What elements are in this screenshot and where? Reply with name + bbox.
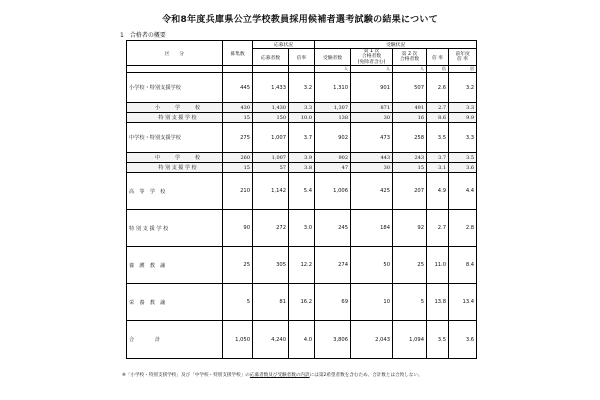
cell-first: 425 <box>351 173 393 210</box>
cell-quota: 25 <box>223 247 253 284</box>
cell-applicants: 1,433 <box>253 73 289 103</box>
header-exam-group: 受験状況 <box>315 41 477 49</box>
cell-prev: 9.9 <box>449 113 477 123</box>
table-row <box>127 73 477 103</box>
cell-first: 871 <box>351 103 393 113</box>
footnote-part2: には第2希望者数を含むため、合計数とは合致しない。 <box>309 373 423 378</box>
cell-quota: 90 <box>223 210 253 247</box>
cell-applicants: 4,240 <box>253 321 289 359</box>
unit-person: 人 <box>315 66 351 73</box>
cell-first: 473 <box>351 123 393 153</box>
cell-first: 30 <box>351 163 393 173</box>
cell-second: 92 <box>393 210 427 247</box>
row-label: 特 別 支 援 学 校 <box>127 113 223 123</box>
cell-ratio: 10.0 <box>289 113 315 123</box>
header-first-pass: 第 1 次 合格者数 (免除者含む) <box>351 49 393 66</box>
cell-prev: 3.3 <box>449 103 477 113</box>
cell-ratio: 3.7 <box>289 123 315 153</box>
cell-exam-ratio: 2.7 <box>427 103 449 113</box>
table-subrow <box>127 113 477 123</box>
cell-applicants: 81 <box>253 284 289 321</box>
row-label: 特 別 支 援 学 校 <box>127 210 223 247</box>
cell-ratio: 3.0 <box>289 210 315 247</box>
table-row <box>127 321 477 359</box>
cell-exam-ratio: 4.9 <box>427 173 449 210</box>
table-row <box>127 123 477 153</box>
cell-quota: 5 <box>223 284 253 321</box>
cell-examinees: 245 <box>315 210 351 247</box>
cell-applicants: 57 <box>253 163 289 173</box>
cell-second: 258 <box>393 123 427 153</box>
header-ratio: 倍率 <box>289 49 315 66</box>
row-label: 小学校・特別支援学校 <box>127 73 223 103</box>
cell-first: 901 <box>351 73 393 103</box>
header-recruit-group: 応募状況 <box>253 41 315 49</box>
cell-prev: 3.6 <box>449 163 477 173</box>
table-subrow <box>127 103 477 113</box>
cell-exam-ratio: 8.6 <box>427 113 449 123</box>
cell-quota: 430 <box>223 103 253 113</box>
header-second-pass: 第 2 次 合格者数 <box>393 49 427 66</box>
cell-second: 25 <box>393 247 427 284</box>
units-row <box>127 66 477 73</box>
cell-examinees: 902 <box>315 153 351 163</box>
table-row <box>127 210 477 247</box>
cell-second: 1,094 <box>393 321 427 359</box>
cell-ratio: 4.0 <box>289 321 315 359</box>
cell-prev: 3.2 <box>449 73 477 103</box>
footnote <box>122 372 423 378</box>
table-subrow <box>127 153 477 163</box>
cell-exam-ratio: 3.5 <box>427 123 449 153</box>
cell-applicants: 1,007 <box>253 123 289 153</box>
cell-prev: 3.5 <box>449 153 477 163</box>
table-row <box>127 284 477 321</box>
cell-quota: 210 <box>223 173 253 210</box>
cell-ratio: 16.2 <box>289 284 315 321</box>
results-table <box>126 40 477 359</box>
table-subrow <box>127 163 477 173</box>
table-row <box>127 173 477 210</box>
cell-quota: 275 <box>223 123 253 153</box>
row-label: 養 護 教 諭 <box>127 247 223 284</box>
cell-exam-ratio: 2.7 <box>427 210 449 247</box>
cell-second: 16 <box>393 113 427 123</box>
cell-second: 15 <box>393 163 427 173</box>
row-label: 小 学 校 <box>127 103 223 113</box>
footnote-part1: ※「小学校・特別支援学校」及び「中学校・特別支援学校」の <box>122 373 250 378</box>
header-applicants: 応募者数 <box>253 49 289 66</box>
cell-ratio: 12.2 <box>289 247 315 284</box>
row-label: 合 計 <box>127 321 223 359</box>
cell-examinees: 1,307 <box>315 103 351 113</box>
section-heading: 1 合格者の概要 <box>120 32 166 39</box>
cell-prev: 3.3 <box>449 123 477 153</box>
cell-exam-ratio: 3.7 <box>427 153 449 163</box>
header-examinees: 受験者数 <box>315 49 351 66</box>
cell-prev: 8.4 <box>449 247 477 284</box>
unit-times: 倍 <box>427 66 449 73</box>
table-row <box>127 247 477 284</box>
cell-first: 30 <box>351 113 393 123</box>
cell-examinees: 1,310 <box>315 73 351 103</box>
cell-applicants: 1,430 <box>253 103 289 113</box>
cell-first: 443 <box>351 153 393 163</box>
unit-times: 倍 <box>449 66 477 73</box>
cell-examinees: 902 <box>315 123 351 153</box>
unit-person: 人 <box>351 66 393 73</box>
cell-prev: 2.8 <box>449 210 477 247</box>
cell-prev: 4.4 <box>449 173 477 210</box>
unit-person: 人 <box>393 66 427 73</box>
cell-prev: 3.6 <box>449 321 477 359</box>
cell-examinees: 138 <box>315 113 351 123</box>
row-label: 栄 養 教 諭 <box>127 284 223 321</box>
header-category: 区 分 <box>127 41 223 66</box>
cell-exam-ratio: 3.5 <box>427 321 449 359</box>
cell-second: 507 <box>393 73 427 103</box>
cell-examinees: 69 <box>315 284 351 321</box>
cell-first: 2,043 <box>351 321 393 359</box>
cell-applicants: 1,142 <box>253 173 289 210</box>
header-exam-ratio: 倍 率 <box>427 49 449 66</box>
cell-examinees: 274 <box>315 247 351 284</box>
cell-exam-ratio: 2.6 <box>427 73 449 103</box>
cell-applicants: 305 <box>253 247 289 284</box>
cell-second: 5 <box>393 284 427 321</box>
cell-second: 207 <box>393 173 427 210</box>
cell-ratio: 5.4 <box>289 173 315 210</box>
cell-second: 243 <box>393 153 427 163</box>
cell-examinees: 3,806 <box>315 321 351 359</box>
cell-ratio: 3.8 <box>289 163 315 173</box>
row-label: 中 学 校 <box>127 153 223 163</box>
cell-applicants: 272 <box>253 210 289 247</box>
row-label: 特 別 支 援 学 校 <box>127 163 223 173</box>
cell-first: 50 <box>351 247 393 284</box>
cell-examinees: 1,006 <box>315 173 351 210</box>
cell-ratio: 3.2 <box>289 73 315 103</box>
cell-exam-ratio: 11.0 <box>427 247 449 284</box>
header-quota: 募集数 <box>223 41 253 66</box>
cell-second: 491 <box>393 103 427 113</box>
cell-ratio: 3.9 <box>289 153 315 163</box>
header-prev-ratio: 前年度 倍 率 <box>449 49 477 66</box>
row-label: 中学校・特別支援学校 <box>127 123 223 153</box>
cell-ratio: 3.3 <box>289 103 315 113</box>
cell-prev: 13.4 <box>449 284 477 321</box>
cell-first: 10 <box>351 284 393 321</box>
cell-applicants: 150 <box>253 113 289 123</box>
cell-quota: 260 <box>223 153 253 163</box>
cell-quota: 1,050 <box>223 321 253 359</box>
cell-first: 184 <box>351 210 393 247</box>
cell-quota: 445 <box>223 73 253 103</box>
cell-quota: 15 <box>223 163 253 173</box>
cell-exam-ratio: 13.8 <box>427 284 449 321</box>
row-label: 高 等 学 校 <box>127 173 223 210</box>
cell-quota: 15 <box>223 113 253 123</box>
page-title: 令和8年度兵庫県公立学校教員採用候補者選考試験の結果について <box>161 15 439 25</box>
cell-examinees: 47 <box>315 163 351 173</box>
footnote-underlined: 応募者数及び受験者数の内訳 <box>249 373 310 378</box>
cell-applicants: 1,007 <box>253 153 289 163</box>
cell-exam-ratio: 3.1 <box>427 163 449 173</box>
